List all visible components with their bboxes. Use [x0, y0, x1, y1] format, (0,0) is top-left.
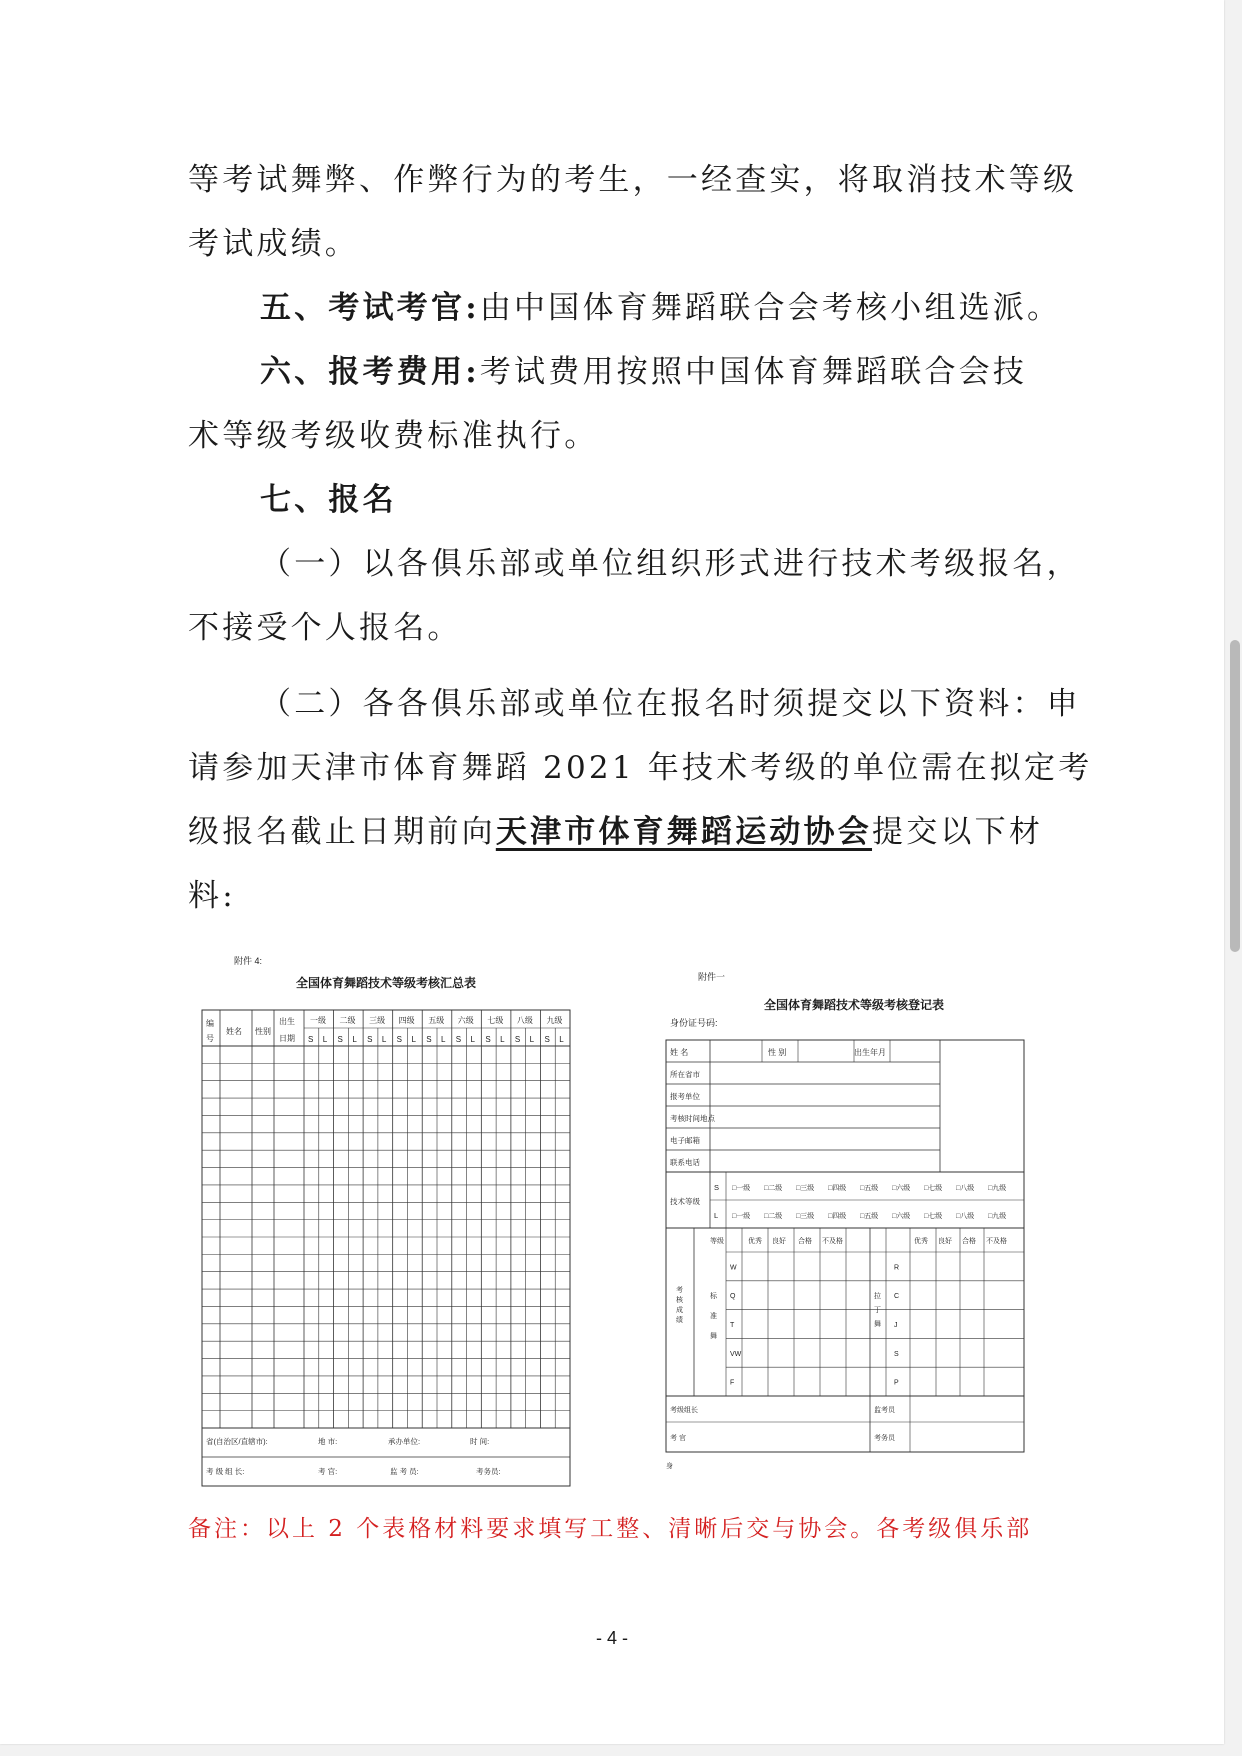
form-label: 姓 名: [670, 1048, 689, 1057]
paragraph-line: 请参加天津市体育舞蹈 2021 年技术考级的单位需在拟定考: [188, 750, 1093, 786]
form-label: 等级: [710, 1238, 724, 1245]
dance-label: T: [730, 1322, 735, 1329]
form-label: L: [352, 1035, 357, 1044]
registration-form-image: [664, 966, 1026, 1476]
form-label: L: [559, 1035, 564, 1044]
level-checkbox: □九级: [988, 1213, 1007, 1220]
paragraph-line: 料:: [188, 878, 236, 914]
form-label: 八级: [516, 1016, 533, 1025]
form-label: S: [544, 1035, 550, 1044]
footer-label: 考 级 组 长:: [206, 1467, 245, 1476]
annex-label: 附件一: [698, 972, 726, 982]
form-label: L: [411, 1035, 416, 1044]
remark-note: 备注：以上 2 个表格材料要求填写工整、清晰后交与协会。各考级俱乐部: [188, 1516, 1033, 1542]
footer-label: 地 市:: [318, 1437, 338, 1446]
footer-label: 监 考 员:: [390, 1467, 419, 1476]
form-label: 四级: [398, 1016, 415, 1025]
level-checkbox: □一级: [732, 1185, 751, 1192]
score-label: 绩: [676, 1317, 683, 1324]
form-label: 性 别: [768, 1048, 787, 1057]
form-label: 合格: [798, 1238, 812, 1245]
level-checkbox: □六级: [892, 1213, 911, 1220]
latin-label: 舞: [874, 1321, 881, 1328]
level-checkbox: □七级: [924, 1213, 943, 1220]
form-label: L: [381, 1035, 387, 1044]
form-label: 合格: [962, 1238, 976, 1245]
form-label: 号: [206, 1034, 214, 1043]
form-label: 不及格: [986, 1238, 1007, 1245]
standard-label: 标: [710, 1293, 717, 1300]
form-label: 编: [206, 1019, 214, 1028]
form-label: S: [367, 1035, 373, 1044]
score-label: 核: [676, 1297, 683, 1304]
form-label: 六级: [457, 1016, 474, 1025]
score-label: 考: [676, 1287, 683, 1294]
item-two: （二）各各俱乐部或单位在报名时须提交以下资料：申: [260, 686, 1081, 722]
id-number-label: 身份证号码:: [670, 1018, 718, 1028]
form-label: L: [500, 1035, 505, 1044]
level-checkbox: □四级: [828, 1213, 847, 1220]
form-label: S: [455, 1035, 462, 1044]
bottom-label: 考务员: [874, 1435, 895, 1442]
form-label: 九级: [546, 1016, 563, 1025]
standard-label: 舞: [710, 1333, 717, 1340]
registration-form-grid: [664, 966, 1026, 1476]
dance-label: P: [894, 1379, 899, 1387]
annex-label: 附件 4:: [234, 956, 263, 966]
vertical-scrollbar[interactable]: [1230, 640, 1240, 952]
form-label: L: [470, 1035, 476, 1044]
paragraph-line: 等考试舞弊、作弊行为的考生，一经查实，将取消技术等级: [188, 162, 1078, 198]
form-label: 出生: [279, 1017, 295, 1026]
form-label: L: [441, 1035, 446, 1044]
level-checkbox: □八级: [956, 1213, 975, 1220]
level-checkbox: □一级: [732, 1213, 751, 1220]
bottom-label: 考 官: [670, 1435, 686, 1442]
section-seven-heading: 七、报名: [260, 482, 397, 518]
form-label: 日期: [279, 1034, 295, 1043]
form-label: L: [529, 1035, 535, 1044]
footer-label: 考 官:: [318, 1467, 338, 1476]
footer-label: 时 间:: [470, 1437, 490, 1446]
form-label: 良好: [938, 1238, 952, 1245]
form-label: 五级: [428, 1016, 445, 1025]
dance-label: S: [894, 1350, 899, 1358]
form-label: S: [337, 1035, 343, 1044]
form-label: 良好: [772, 1238, 786, 1245]
form-label: 三级: [369, 1016, 386, 1025]
section-six: 六、报考费用:考试费用按照中国体育舞蹈联合会技: [260, 354, 1028, 390]
footer-label: 考务员:: [476, 1467, 501, 1476]
dance-label: J: [894, 1322, 898, 1329]
item-one: （一）以各俱乐部或单位组织形式进行技术考级报名，: [260, 546, 1081, 582]
row-label: 所在省市: [670, 1070, 700, 1079]
dance-label: Q: [730, 1293, 736, 1301]
standard-label: 准: [710, 1313, 717, 1320]
form-label: 性别: [255, 1027, 271, 1036]
page-number: - 4 -: [595, 1628, 628, 1648]
latin-label: 丁: [874, 1307, 881, 1314]
paragraph-line: 不接受个人报名。: [188, 610, 462, 646]
form-label: 七级: [487, 1016, 504, 1025]
form-label: S: [396, 1035, 403, 1044]
level-checkbox: □四级: [828, 1185, 847, 1192]
level-checkbox: □三级: [796, 1213, 815, 1220]
dance-label: R: [894, 1264, 900, 1272]
dance-label: F: [730, 1379, 735, 1387]
form-label: 二级: [339, 1016, 356, 1025]
row-label: 联系电话: [670, 1158, 700, 1167]
section-five: 五、考试考官:由中国体育舞蹈联合会考核小组选派。: [260, 290, 1062, 326]
summary-form-grid: [200, 950, 580, 1490]
corner-mark: 身: [666, 1463, 673, 1470]
tech-level-label: 技术等级: [670, 1197, 700, 1206]
form-label: 不及格: [822, 1238, 843, 1245]
level-checkbox: □七级: [924, 1185, 943, 1192]
summary-form-image: [200, 950, 580, 1490]
form-border: [666, 1040, 1024, 1452]
level-checkbox: □六级: [892, 1185, 911, 1192]
form-label: 出生年月: [854, 1048, 886, 1057]
level-checkbox: □八级: [956, 1185, 975, 1192]
level-checkbox: □二级: [764, 1213, 783, 1220]
paragraph-line: 术等级考级收费标准执行。: [188, 418, 599, 454]
section-five-heading: 五、考试考官:: [260, 290, 480, 326]
form-label: S: [426, 1035, 432, 1044]
bottom-label: 监考员: [874, 1407, 895, 1414]
association-name: 天津市体育舞蹈运动协会: [495, 814, 873, 850]
paragraph-line: 级报名截止日期前向天津市体育舞蹈运动协会提交以下材: [188, 814, 1044, 850]
form-label: 姓名: [226, 1027, 242, 1036]
bottom-label: 考级组长: [670, 1407, 698, 1414]
dance-label: C: [894, 1293, 900, 1301]
dance-label: VW: [730, 1350, 742, 1358]
footer-label: 承办单位:: [388, 1437, 421, 1446]
latin-label: 拉: [874, 1293, 881, 1300]
form-label: 优秀: [748, 1238, 762, 1245]
tech-level-l: L: [714, 1211, 719, 1220]
level-checkbox: □五级: [860, 1185, 879, 1192]
score-label: 成: [676, 1307, 683, 1314]
level-checkbox: □九级: [988, 1185, 1007, 1192]
summary-form-title: 全国体育舞蹈技术等级考核汇总表: [296, 976, 477, 990]
tech-level-s: S: [714, 1183, 720, 1192]
level-checkbox: □二级: [764, 1185, 783, 1192]
form-label: 优秀: [914, 1238, 928, 1245]
form-label: 一级: [310, 1016, 326, 1025]
level-checkbox: □五级: [860, 1213, 879, 1220]
row-label: 考核时间地点: [670, 1114, 715, 1123]
dance-label: W: [730, 1264, 737, 1272]
section-six-heading: 六、报考费用:: [260, 354, 480, 390]
form-label: S: [514, 1035, 521, 1044]
row-label: 电子邮箱: [670, 1136, 700, 1145]
form-label: S: [485, 1035, 491, 1044]
registration-form-title: 全国体育舞蹈技术等级考核登记表: [764, 998, 945, 1012]
form-label: S: [308, 1035, 314, 1044]
paragraph-line: 考试成绩。: [188, 226, 359, 262]
form-border: [202, 1010, 570, 1486]
form-label: L: [322, 1035, 328, 1044]
level-checkbox: □三级: [796, 1185, 815, 1192]
row-label: 报考单位: [670, 1092, 700, 1101]
footer-label: 省(自治区/直辖市):: [206, 1437, 268, 1446]
